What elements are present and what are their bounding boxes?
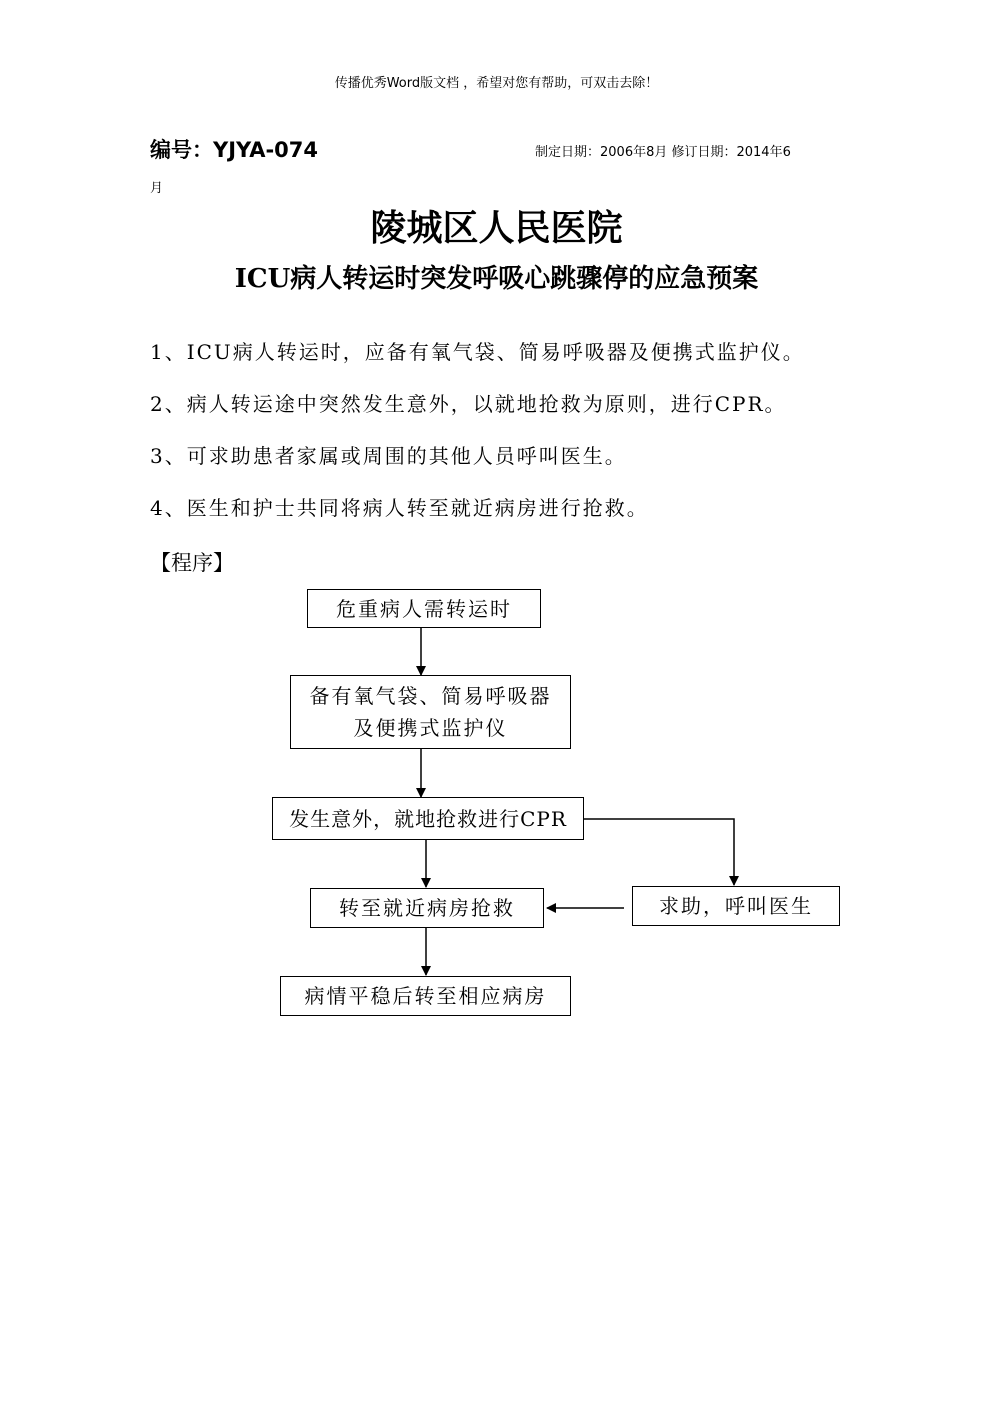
- arrow-step3-to-side: [584, 819, 734, 885]
- list-item-2: 2、病人转运途中突然发生意外，以就地抢救为原则，进行CPR。: [150, 392, 787, 416]
- flow-step-2: [290, 675, 571, 749]
- hospital-title: 陵城区人民医院: [370, 207, 623, 249]
- document-dates: 制定日期：2006年8月 修订日期：2014年6: [535, 145, 791, 160]
- flow-side-help: [632, 886, 840, 926]
- flow-step-4: [310, 888, 544, 928]
- document-dates-wrap: 月: [150, 181, 164, 196]
- flow-step-5: [280, 976, 571, 1016]
- procedure-label: 【程序】: [150, 551, 234, 575]
- document-number: 编号：YJYA-074: [150, 138, 319, 162]
- flow-step-1: [307, 589, 541, 628]
- flow-step-2-line1: 备有氧气袋、简易呼吸器: [309, 684, 552, 708]
- list-item-4: 4、医生和护士共同将病人转至就近病房进行抢救。: [150, 496, 649, 520]
- flow-side-help-text: 求助，呼叫医生: [659, 894, 813, 918]
- flow-step-4-text: 转至就近病房抢救: [339, 896, 515, 920]
- list-item-3: 3、可求助患者家属或周围的其他人员呼叫医生。: [150, 444, 627, 468]
- list-item-1: 1、ICU病人转运时，应备有氧气袋、简易呼吸器及便携式监护仪。: [150, 340, 805, 364]
- flow-step-1-text: 危重病人需转运时: [336, 596, 512, 621]
- flow-step-3-text: 发生意外，就地抢救进行CPR: [289, 806, 567, 831]
- watermark-text: 传播优秀Word版文档 ，希望对您有帮助，可双击去除！: [334, 76, 659, 91]
- flow-step-2-line2: 及便携式监护仪: [353, 716, 508, 740]
- flow-step-3: [272, 797, 584, 840]
- plan-subtitle: ICU病人转运时突发呼吸心跳骤停的应急预案: [234, 264, 759, 294]
- flow-step-5-text: 病情平稳后转至相应病房: [304, 984, 547, 1008]
